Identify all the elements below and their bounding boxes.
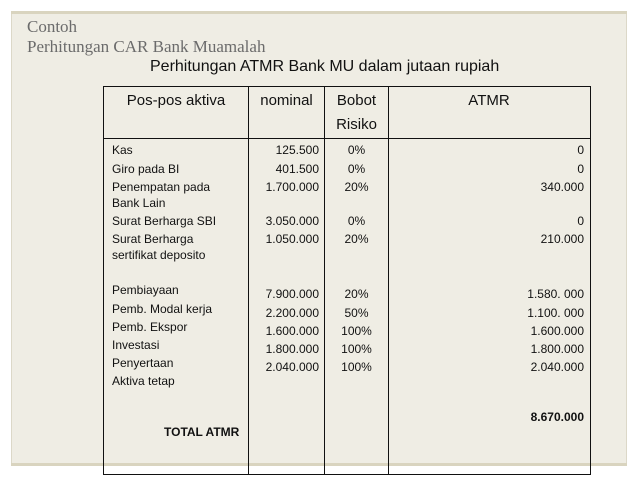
row-nominal: 1.050.000: [265, 232, 319, 246]
row-bobot: 20%: [344, 232, 369, 246]
row-atmr: 0: [577, 162, 584, 176]
header-divider: [104, 138, 590, 139]
row-nominal: 1.600.000: [265, 324, 319, 338]
row-bobot: 0%: [347, 214, 366, 228]
row-bobot: 100%: [341, 360, 372, 374]
row-atmr: 1.800.000: [530, 342, 584, 356]
row-label: Penyertaan: [112, 356, 174, 370]
row-nominal: 1.700.000: [265, 180, 319, 194]
row-bobot: 100%: [341, 342, 372, 356]
row-nominal: 401.500: [275, 162, 319, 176]
slide-top-edge: [11, 11, 627, 14]
row-bobot: 100%: [341, 324, 372, 338]
row-label: Penempatan pada: [112, 180, 211, 194]
row-atmr: 0: [577, 214, 584, 228]
row-atmr: 1.600.000: [530, 324, 584, 338]
row-bobot: 20%: [344, 287, 369, 301]
slide-title-line2: Perhitungan CAR Bank Muamalah: [27, 37, 266, 56]
row-label: Surat Berharga: [112, 232, 194, 246]
row-atmr: 2.040.000: [530, 360, 584, 374]
row-nominal: 3.050.000: [265, 214, 319, 228]
header-atmr: ATMR: [468, 92, 510, 109]
row-atmr: 0: [577, 143, 584, 157]
row-label: Surat Berharga SBI: [112, 214, 217, 228]
row-label: Kas: [112, 143, 133, 157]
row-label: Giro pada BI: [112, 162, 180, 176]
total-atmr-value: 8.670.000: [530, 410, 584, 424]
row-nominal: 7.900.000: [265, 287, 319, 301]
row-bobot: 0%: [347, 143, 366, 157]
row-bobot: 0%: [347, 162, 366, 176]
row-label: Pembiayaan: [112, 283, 179, 297]
row-bobot: 50%: [344, 306, 369, 320]
row-atmr: 210.000: [540, 232, 584, 246]
row-label: Pemb. Modal kerja: [112, 302, 213, 316]
atmr-table: [103, 86, 591, 475]
row-nominal: 2.040.000: [265, 360, 319, 374]
header-nominal: nominal: [260, 92, 313, 109]
row-atmr: 1.580. 000: [527, 287, 584, 301]
row-atmr: 1.100. 000: [527, 306, 584, 320]
row-bobot: 20%: [344, 180, 369, 194]
row-nominal: 1.800.000: [265, 342, 319, 356]
row-nominal: 2.200.000: [265, 306, 319, 320]
header-bobot: Bobot: [336, 92, 377, 109]
header-risiko: Risiko: [336, 116, 377, 133]
slide-title-line1: Contoh: [27, 17, 78, 36]
row-label: Pemb. Ekspor: [112, 320, 188, 334]
row-label-cont: Bank Lain: [112, 196, 166, 210]
row-label-cont: sertifikat deposito: [112, 248, 206, 262]
row-label: Aktiva tetap: [112, 374, 175, 388]
row-nominal: 125.500: [275, 143, 319, 157]
row-atmr: 340.000: [540, 180, 584, 194]
row-label: Investasi: [112, 338, 160, 352]
table-subtitle: Perhitungan ATMR Bank MU dalam jutaan rupiah: [150, 58, 500, 75]
header-pos-pos-aktiva: Pos-pos aktiva: [126, 92, 226, 109]
total-atmr-label: TOTAL ATMR: [164, 425, 240, 439]
